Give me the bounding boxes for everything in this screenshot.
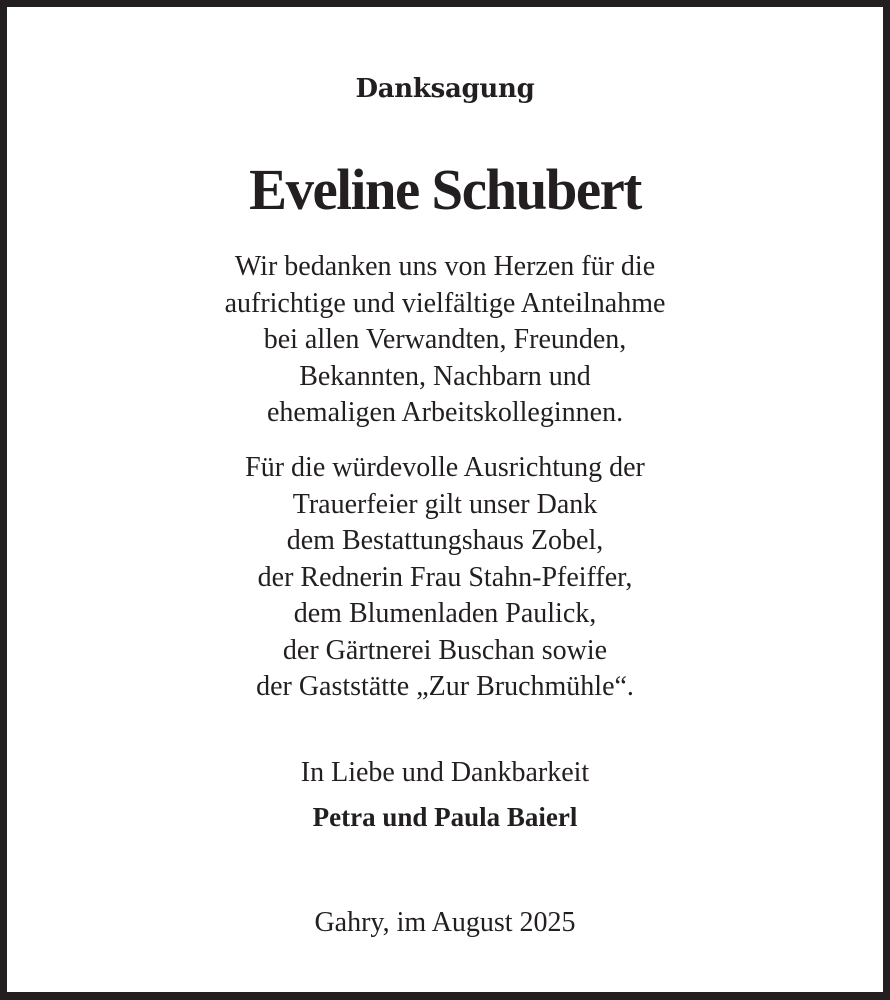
paragraph-line: Trauerfeier gilt unser Dank — [292, 488, 598, 520]
paragraph-line: der Gaststätte „Zur Bruchmühle“. — [256, 671, 634, 702]
deceased-name: Eveline Schubert — [249, 157, 641, 222]
paragraph-line: dem Blumenladen Paulick, — [293, 598, 597, 629]
place-and-date: Gahry, im August 2025 — [314, 907, 576, 938]
signers: Petra und Paula Baierl — [312, 802, 578, 832]
paragraph-line: aufrichtige und vielfältige Anteilnahme — [224, 287, 666, 319]
paragraph-line: Bekannten, Nachbarn und — [299, 360, 591, 392]
notice-heading: Danksagung — [355, 74, 535, 104]
thanks-paragraph-services — [7, 450, 883, 706]
paragraph-line: der Gärtnerei Buschan sowie — [282, 634, 608, 666]
paragraph-line: ehemaligen Arbeitskolleginnen. — [266, 397, 624, 428]
paragraph-line: dem Bestattungshaus Zobel, — [286, 525, 604, 556]
paragraph-line: der Rednerin Frau Stahn-Pfeiffer, — [257, 561, 633, 593]
closing-phrase: In Liebe und Dankbarkeit — [300, 757, 590, 788]
paragraph-line: Wir bedanken uns von Herzen für die — [234, 251, 656, 282]
paragraph-line: Für die würdevolle Ausrichtung der — [245, 452, 645, 483]
thanks-paragraph-relatives — [7, 249, 883, 432]
paragraph-line: bei allen Verwandten, Freunden, — [263, 324, 627, 355]
